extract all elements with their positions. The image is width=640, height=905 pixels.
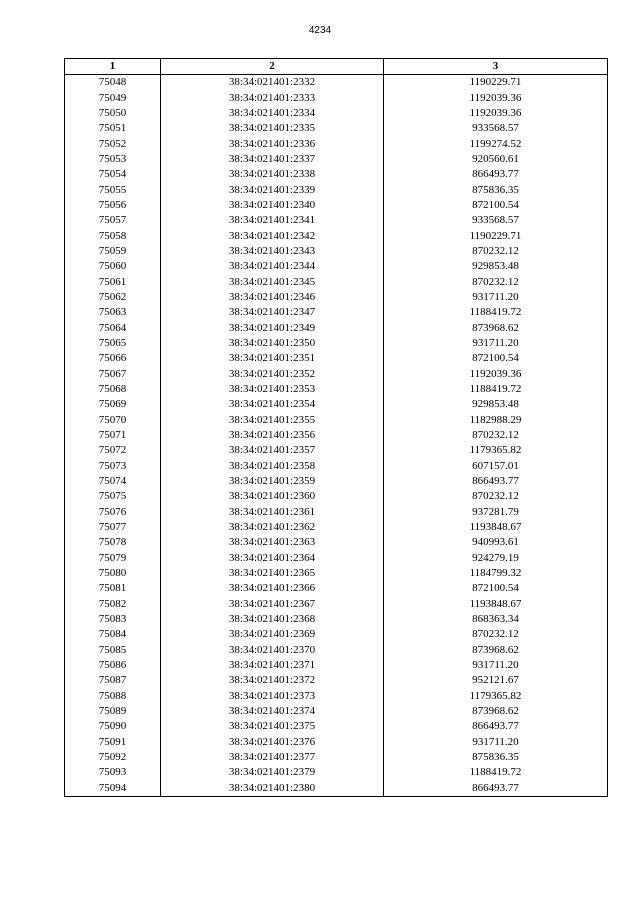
row-number-cell: 75090	[65, 719, 161, 734]
cadastral-number-cell: 38:34:021401:2339	[161, 183, 384, 198]
table-row	[65, 734, 608, 749]
table-row	[65, 213, 608, 228]
cadastral-number-cell: 38:34:021401:2356	[161, 428, 384, 443]
value-cell: 1193848.67	[384, 520, 608, 535]
cadastral-number-cell: 38:34:021401:2361	[161, 505, 384, 520]
table-row	[65, 91, 608, 106]
row-number-cell: 75072	[65, 443, 161, 458]
cadastral-number-cell: 38:34:021401:2366	[161, 581, 384, 596]
cadastral-number-cell: 38:34:021401:2336	[161, 137, 384, 152]
row-number-cell: 75063	[65, 305, 161, 320]
row-number-cell: 75073	[65, 459, 161, 474]
row-number-cell: 75086	[65, 658, 161, 673]
value-cell: 940993.61	[384, 535, 608, 550]
cadastral-number-cell: 38:34:021401:2335	[161, 121, 384, 136]
cadastral-number-cell: 38:34:021401:2355	[161, 413, 384, 428]
value-cell: 933568.57	[384, 213, 608, 228]
cadastral-number-cell: 38:34:021401:2365	[161, 566, 384, 581]
table-row	[65, 290, 608, 305]
row-number-cell: 75055	[65, 183, 161, 198]
cadastral-number-cell: 38:34:021401:2363	[161, 535, 384, 550]
value-cell: 1188419.72	[384, 765, 608, 780]
header-row	[65, 59, 608, 75]
value-cell: 933568.57	[384, 121, 608, 136]
cadastral-number-cell: 38:34:021401:2379	[161, 765, 384, 780]
value-cell: 931711.20	[384, 734, 608, 749]
row-number-cell: 75093	[65, 765, 161, 780]
table-row	[65, 183, 608, 198]
table-row	[65, 244, 608, 259]
table-row	[65, 106, 608, 121]
value-cell: 937281.79	[384, 505, 608, 520]
cadastral-number-cell: 38:34:021401:2342	[161, 229, 384, 244]
row-number-cell: 75087	[65, 673, 161, 688]
row-number-cell: 75066	[65, 351, 161, 366]
table-row	[65, 474, 608, 489]
cadastral-number-cell: 38:34:021401:2345	[161, 275, 384, 290]
table-row	[65, 152, 608, 167]
value-cell: 1192039.36	[384, 367, 608, 382]
column-header-3: 3	[384, 59, 608, 75]
table-row	[65, 259, 608, 274]
cadastral-number-cell: 38:34:021401:2338	[161, 167, 384, 182]
value-cell: 873968.62	[384, 704, 608, 719]
value-cell: 870232.12	[384, 428, 608, 443]
cadastral-number-cell: 38:34:021401:2375	[161, 719, 384, 734]
row-number-cell: 75054	[65, 167, 161, 182]
table-row	[65, 780, 608, 796]
row-number-cell: 75068	[65, 382, 161, 397]
value-cell: 931711.20	[384, 658, 608, 673]
row-number-cell: 75052	[65, 137, 161, 152]
registry-table	[64, 58, 608, 797]
value-cell: 1193848.67	[384, 596, 608, 611]
table-row	[65, 428, 608, 443]
row-number-cell: 75074	[65, 474, 161, 489]
column-header-2: 2	[161, 59, 384, 75]
row-number-cell: 75078	[65, 535, 161, 550]
value-cell: 1190229.71	[384, 229, 608, 244]
row-number-cell: 75062	[65, 290, 161, 305]
row-number-cell: 75049	[65, 91, 161, 106]
table-row	[65, 596, 608, 611]
table-row	[65, 198, 608, 213]
cadastral-number-cell: 38:34:021401:2362	[161, 520, 384, 535]
value-cell: 931711.20	[384, 290, 608, 305]
table-row	[65, 305, 608, 320]
row-number-cell: 75076	[65, 505, 161, 520]
cadastral-number-cell: 38:34:021401:2371	[161, 658, 384, 673]
cadastral-number-cell: 38:34:021401:2337	[161, 152, 384, 167]
table-row	[65, 765, 608, 780]
value-cell: 1192039.36	[384, 106, 608, 121]
cadastral-number-cell: 38:34:021401:2343	[161, 244, 384, 259]
cadastral-number-cell: 38:34:021401:2346	[161, 290, 384, 305]
cadastral-number-cell: 38:34:021401:2376	[161, 734, 384, 749]
row-number-cell: 75064	[65, 321, 161, 336]
row-number-cell: 75070	[65, 413, 161, 428]
table-row	[65, 505, 608, 520]
cadastral-number-cell: 38:34:021401:2340	[161, 198, 384, 213]
table-row	[65, 229, 608, 244]
value-cell: 1192039.36	[384, 91, 608, 106]
value-cell: 929853.48	[384, 259, 608, 274]
value-cell: 929853.48	[384, 397, 608, 412]
table-row	[65, 520, 608, 535]
value-cell: 872100.54	[384, 581, 608, 596]
table-row	[65, 612, 608, 627]
row-number-cell: 75071	[65, 428, 161, 443]
value-cell: 873968.62	[384, 642, 608, 657]
value-cell: 1190229.71	[384, 75, 608, 91]
value-cell: 870232.12	[384, 244, 608, 259]
row-number-cell: 75058	[65, 229, 161, 244]
table-row	[65, 321, 608, 336]
table-row	[65, 642, 608, 657]
row-number-cell: 75085	[65, 642, 161, 657]
table-row	[65, 367, 608, 382]
row-number-cell: 75079	[65, 551, 161, 566]
value-cell: 1184799.32	[384, 566, 608, 581]
row-number-cell: 75065	[65, 336, 161, 351]
cadastral-number-cell: 38:34:021401:2360	[161, 489, 384, 504]
value-cell: 870232.12	[384, 275, 608, 290]
table-row	[65, 443, 608, 458]
row-number-cell: 75092	[65, 750, 161, 765]
row-number-cell: 75048	[65, 75, 161, 91]
value-cell: 1199274.52	[384, 137, 608, 152]
value-cell: 1182988.29	[384, 413, 608, 428]
cadastral-number-cell: 38:34:021401:2350	[161, 336, 384, 351]
row-number-cell: 75083	[65, 612, 161, 627]
value-cell: 873968.62	[384, 321, 608, 336]
table-row	[65, 627, 608, 642]
value-cell: 1179365.82	[384, 443, 608, 458]
value-cell: 870232.12	[384, 489, 608, 504]
table-row	[65, 167, 608, 182]
row-number-cell: 75061	[65, 275, 161, 290]
table-row	[65, 750, 608, 765]
cadastral-number-cell: 38:34:021401:2351	[161, 351, 384, 366]
cadastral-number-cell: 38:34:021401:2347	[161, 305, 384, 320]
value-cell: 607157.01	[384, 459, 608, 474]
row-number-cell: 75057	[65, 213, 161, 228]
value-cell: 866493.77	[384, 474, 608, 489]
value-cell: 1188419.72	[384, 382, 608, 397]
row-number-cell: 75050	[65, 106, 161, 121]
cadastral-number-cell: 38:34:021401:2372	[161, 673, 384, 688]
cadastral-number-cell: 38:34:021401:2332	[161, 75, 384, 91]
value-cell: 866493.77	[384, 167, 608, 182]
row-number-cell: 75089	[65, 704, 161, 719]
row-number-cell: 75056	[65, 198, 161, 213]
row-number-cell: 75094	[65, 780, 161, 796]
table-row	[65, 121, 608, 136]
row-number-cell: 75059	[65, 244, 161, 259]
table-row	[65, 75, 608, 91]
row-number-cell: 75084	[65, 627, 161, 642]
row-number-cell: 75080	[65, 566, 161, 581]
row-number-cell: 75091	[65, 734, 161, 749]
cadastral-number-cell: 38:34:021401:2377	[161, 750, 384, 765]
table-row	[65, 673, 608, 688]
table-row	[65, 551, 608, 566]
table-row	[65, 566, 608, 581]
value-cell: 931711.20	[384, 336, 608, 351]
cadastral-number-cell: 38:34:021401:2358	[161, 459, 384, 474]
row-number-cell: 75077	[65, 520, 161, 535]
cadastral-number-cell: 38:34:021401:2370	[161, 642, 384, 657]
row-number-cell: 75053	[65, 152, 161, 167]
row-number-cell: 75081	[65, 581, 161, 596]
table-row	[65, 688, 608, 703]
value-cell: 952121.67	[384, 673, 608, 688]
cadastral-number-cell: 38:34:021401:2334	[161, 106, 384, 121]
table-row	[65, 489, 608, 504]
table-row	[65, 704, 608, 719]
row-number-cell: 75088	[65, 688, 161, 703]
row-number-cell: 75069	[65, 397, 161, 412]
table-row	[65, 581, 608, 596]
cadastral-number-cell: 38:34:021401:2352	[161, 367, 384, 382]
value-cell: 920560.61	[384, 152, 608, 167]
value-cell: 870232.12	[384, 627, 608, 642]
table-row	[65, 137, 608, 152]
value-cell: 1188419.72	[384, 305, 608, 320]
row-number-cell: 75075	[65, 489, 161, 504]
table-row	[65, 719, 608, 734]
cadastral-number-cell: 38:34:021401:2367	[161, 596, 384, 611]
row-number-cell: 75051	[65, 121, 161, 136]
cadastral-number-cell: 38:34:021401:2344	[161, 259, 384, 274]
table-row	[65, 336, 608, 351]
page-number: 4234	[308, 25, 332, 36]
cadastral-number-cell: 38:34:021401:2349	[161, 321, 384, 336]
value-cell: 866493.77	[384, 719, 608, 734]
value-cell: 868363.34	[384, 612, 608, 627]
column-header-1: 1	[65, 59, 161, 75]
value-cell: 875836.35	[384, 183, 608, 198]
cadastral-number-cell: 38:34:021401:2353	[161, 382, 384, 397]
table-body	[65, 75, 608, 796]
table-row	[65, 413, 608, 428]
cadastral-number-cell: 38:34:021401:2333	[161, 91, 384, 106]
cadastral-number-cell: 38:34:021401:2373	[161, 688, 384, 703]
cadastral-number-cell: 38:34:021401:2354	[161, 397, 384, 412]
table-row	[65, 351, 608, 366]
cadastral-number-cell: 38:34:021401:2341	[161, 213, 384, 228]
value-cell: 1179365.82	[384, 688, 608, 703]
value-cell: 872100.54	[384, 198, 608, 213]
table-row	[65, 535, 608, 550]
cadastral-number-cell: 38:34:021401:2368	[161, 612, 384, 627]
table-row	[65, 658, 608, 673]
value-cell: 924279.19	[384, 551, 608, 566]
value-cell: 872100.54	[384, 351, 608, 366]
row-number-cell: 75082	[65, 596, 161, 611]
row-number-cell: 75060	[65, 259, 161, 274]
row-number-cell: 75067	[65, 367, 161, 382]
cadastral-number-cell: 38:34:021401:2369	[161, 627, 384, 642]
table-header	[65, 59, 608, 75]
cadastral-number-cell: 38:34:021401:2357	[161, 443, 384, 458]
table-row	[65, 275, 608, 290]
table-row	[65, 459, 608, 474]
table-row	[65, 397, 608, 412]
value-cell: 866493.77	[384, 780, 608, 796]
cadastral-number-cell: 38:34:021401:2359	[161, 474, 384, 489]
table-row	[65, 382, 608, 397]
cadastral-number-cell: 38:34:021401:2380	[161, 780, 384, 796]
cadastral-number-cell: 38:34:021401:2364	[161, 551, 384, 566]
value-cell: 875836.35	[384, 750, 608, 765]
cadastral-number-cell: 38:34:021401:2374	[161, 704, 384, 719]
